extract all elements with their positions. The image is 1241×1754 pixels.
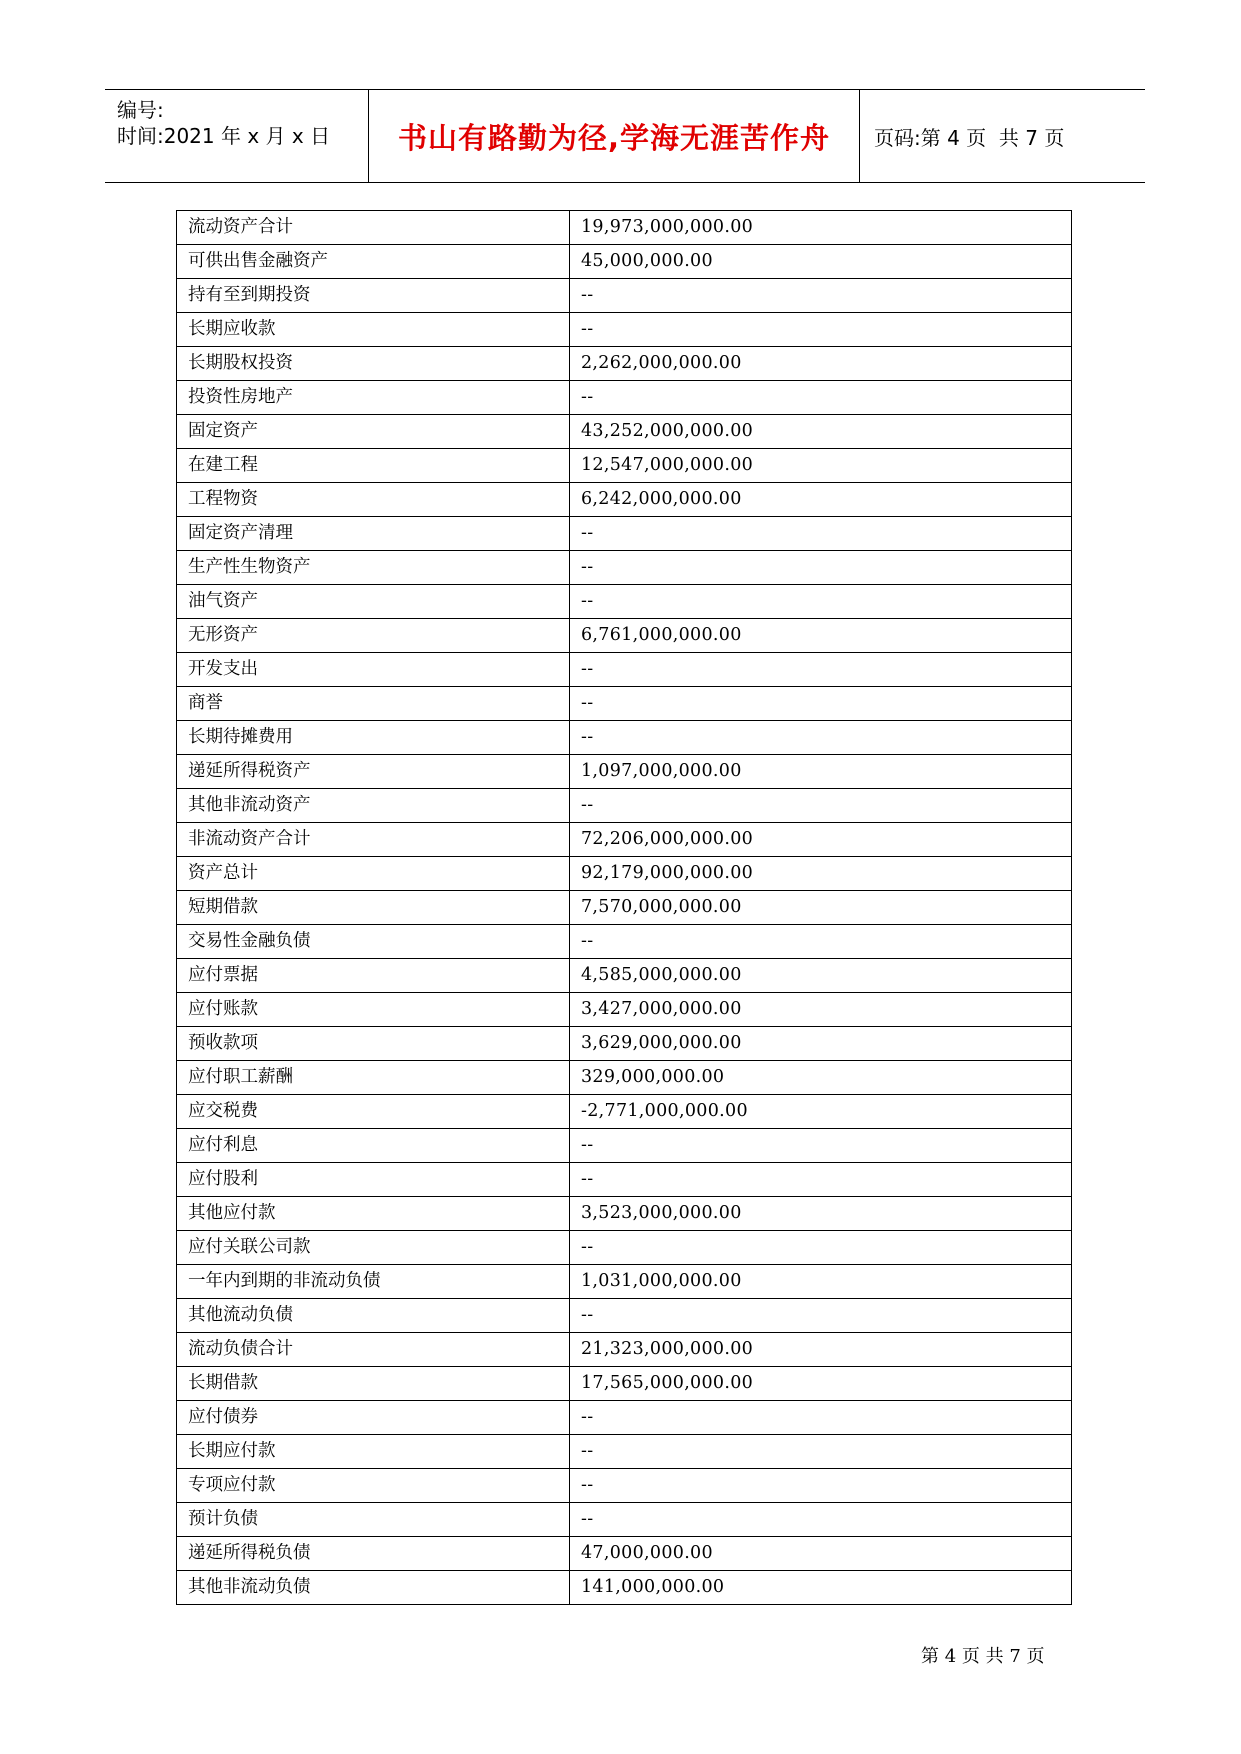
row-value: 1,097,000,000.00 — [570, 755, 1072, 789]
row-label: 应付职工薪酬 — [177, 1061, 570, 1095]
row-label: 其他流动负债 — [177, 1299, 570, 1333]
row-value: -- — [570, 653, 1072, 687]
table-row — [177, 721, 1072, 755]
row-value: 2,262,000,000.00 — [570, 347, 1072, 381]
row-label: 递延所得税负债 — [177, 1537, 570, 1571]
table-row — [177, 687, 1072, 721]
row-label: 预计负债 — [177, 1503, 570, 1537]
table-row — [177, 891, 1072, 925]
table-row — [177, 959, 1072, 993]
header-motto: 书山有路勤为径,学海无涯苦作舟 — [397, 120, 831, 155]
table-row — [177, 1537, 1072, 1571]
table-row — [177, 755, 1072, 789]
row-value: 19,973,000,000.00 — [570, 211, 1072, 245]
row-value: 47,000,000.00 — [570, 1537, 1072, 1571]
row-label: 应付票据 — [177, 959, 570, 993]
row-label: 长期应付款 — [177, 1435, 570, 1469]
table-row — [177, 1503, 1072, 1537]
row-label: 长期应收款 — [177, 313, 570, 347]
row-value: 329,000,000.00 — [570, 1061, 1072, 1095]
table-row — [177, 517, 1072, 551]
row-label: 其他应付款 — [177, 1197, 570, 1231]
row-value: 141,000,000.00 — [570, 1571, 1072, 1605]
row-value: -- — [570, 381, 1072, 415]
row-label: 短期借款 — [177, 891, 570, 925]
table-row — [177, 1571, 1072, 1605]
row-label: 生产性生物资产 — [177, 551, 570, 585]
row-value: 4,585,000,000.00 — [570, 959, 1072, 993]
row-label: 在建工程 — [177, 449, 570, 483]
row-label: 工程物资 — [177, 483, 570, 517]
table-row — [177, 823, 1072, 857]
row-label: 商誉 — [177, 687, 570, 721]
row-value: 1,031,000,000.00 — [570, 1265, 1072, 1299]
row-value: 12,547,000,000.00 — [570, 449, 1072, 483]
row-value: -- — [570, 551, 1072, 585]
page-footer: 第 4 页 共 7 页 — [921, 1646, 1045, 1667]
header-page-info-cell — [860, 90, 1145, 182]
table-row — [177, 1367, 1072, 1401]
header-page-info: 页码:第 4 页 共 7 页 — [874, 125, 1065, 150]
row-label: 长期待摊费用 — [177, 721, 570, 755]
row-value: -- — [570, 1129, 1072, 1163]
table-row — [177, 619, 1072, 653]
table-row — [177, 313, 1072, 347]
row-value: 92,179,000,000.00 — [570, 857, 1072, 891]
table-row — [177, 653, 1072, 687]
row-value: 43,252,000,000.00 — [570, 415, 1072, 449]
table-row — [177, 1095, 1072, 1129]
table-row — [177, 993, 1072, 1027]
table-row — [177, 1401, 1072, 1435]
row-value: -- — [570, 1231, 1072, 1265]
row-label: 一年内到期的非流动负债 — [177, 1265, 570, 1299]
header-motto-cell — [369, 90, 860, 182]
table-row — [177, 551, 1072, 585]
row-label: 其他非流动负债 — [177, 1571, 570, 1605]
document-number-label: 编号: — [117, 98, 164, 122]
row-value: -- — [570, 1435, 1072, 1469]
table-row — [177, 449, 1072, 483]
table-row — [177, 1061, 1072, 1095]
row-value: -- — [570, 313, 1072, 347]
row-value: -- — [570, 1299, 1072, 1333]
row-value: 6,761,000,000.00 — [570, 619, 1072, 653]
row-label: 应付关联公司款 — [177, 1231, 570, 1265]
table-row — [177, 1163, 1072, 1197]
row-value: -- — [570, 925, 1072, 959]
row-value: 45,000,000.00 — [570, 245, 1072, 279]
row-label: 投资性房地产 — [177, 381, 570, 415]
row-value: -- — [570, 1163, 1072, 1197]
row-value: -- — [570, 517, 1072, 551]
page-header — [105, 89, 1145, 183]
row-label: 长期股权投资 — [177, 347, 570, 381]
row-value: -2,771,000,000.00 — [570, 1095, 1072, 1129]
balance-sheet-body — [177, 211, 1072, 1605]
table-row — [177, 483, 1072, 517]
row-label: 流动资产合计 — [177, 211, 570, 245]
table-row — [177, 279, 1072, 313]
row-label: 长期借款 — [177, 1367, 570, 1401]
row-value: 72,206,000,000.00 — [570, 823, 1072, 857]
header-meta — [105, 90, 369, 182]
row-label: 其他非流动资产 — [177, 789, 570, 823]
table-row — [177, 1299, 1072, 1333]
row-value: -- — [570, 279, 1072, 313]
row-value: 17,565,000,000.00 — [570, 1367, 1072, 1401]
row-label: 固定资产 — [177, 415, 570, 449]
row-value: -- — [570, 1503, 1072, 1537]
row-label: 交易性金融负债 — [177, 925, 570, 959]
row-label: 预收款项 — [177, 1027, 570, 1061]
row-label: 应付利息 — [177, 1129, 570, 1163]
table-row — [177, 245, 1072, 279]
table-row — [177, 1469, 1072, 1503]
row-label: 应付股利 — [177, 1163, 570, 1197]
row-label: 开发支出 — [177, 653, 570, 687]
row-label: 油气资产 — [177, 585, 570, 619]
table-row — [177, 1435, 1072, 1469]
row-value: 21,323,000,000.00 — [570, 1333, 1072, 1367]
row-value: 3,629,000,000.00 — [570, 1027, 1072, 1061]
table-row — [177, 211, 1072, 245]
row-label: 可供出售金融资产 — [177, 245, 570, 279]
row-label: 无形资产 — [177, 619, 570, 653]
row-value: -- — [570, 687, 1072, 721]
table-row — [177, 1231, 1072, 1265]
table-row — [177, 381, 1072, 415]
row-value: -- — [570, 585, 1072, 619]
row-label: 固定资产清理 — [177, 517, 570, 551]
row-label: 应付账款 — [177, 993, 570, 1027]
row-label: 非流动资产合计 — [177, 823, 570, 857]
table-row — [177, 585, 1072, 619]
table-row — [177, 1027, 1072, 1061]
row-value: 3,523,000,000.00 — [570, 1197, 1072, 1231]
table-row — [177, 1265, 1072, 1299]
table-row — [177, 857, 1072, 891]
document-time-label: 时间:2021 年 x 月 x 日 — [117, 124, 331, 148]
row-label: 持有至到期投资 — [177, 279, 570, 313]
table-row — [177, 925, 1072, 959]
row-value: -- — [570, 1401, 1072, 1435]
row-value: 7,570,000,000.00 — [570, 891, 1072, 925]
table-row — [177, 1197, 1072, 1231]
row-label: 应交税费 — [177, 1095, 570, 1129]
table-row — [177, 789, 1072, 823]
row-value: -- — [570, 1469, 1072, 1503]
row-label: 递延所得税资产 — [177, 755, 570, 789]
balance-sheet-table — [176, 210, 1072, 1605]
table-row — [177, 415, 1072, 449]
row-value: 6,242,000,000.00 — [570, 483, 1072, 517]
table-row — [177, 1129, 1072, 1163]
row-value: 3,427,000,000.00 — [570, 993, 1072, 1027]
row-value: -- — [570, 721, 1072, 755]
row-label: 资产总计 — [177, 857, 570, 891]
row-label: 专项应付款 — [177, 1469, 570, 1503]
row-label: 流动负债合计 — [177, 1333, 570, 1367]
row-label: 应付债券 — [177, 1401, 570, 1435]
row-value: -- — [570, 789, 1072, 823]
table-row — [177, 347, 1072, 381]
table-row — [177, 1333, 1072, 1367]
